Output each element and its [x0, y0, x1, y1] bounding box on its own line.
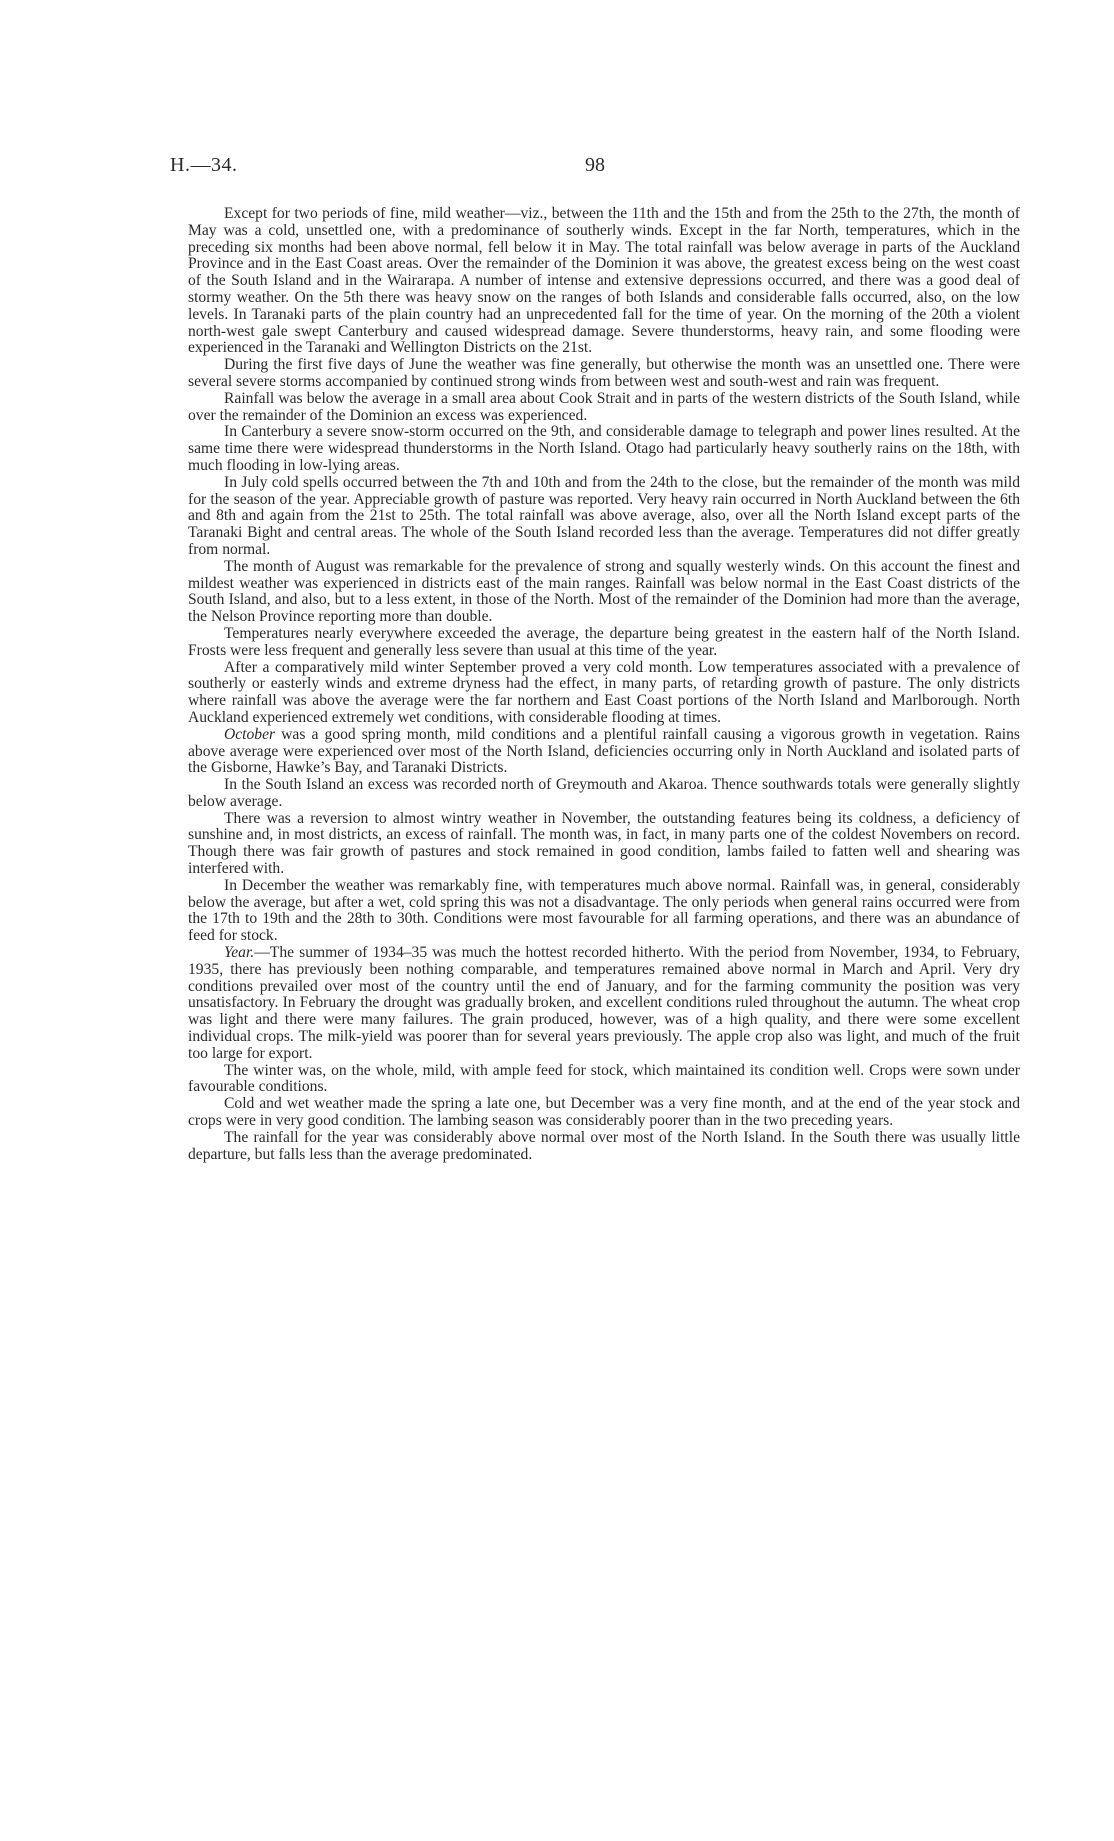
- page-header: [170, 154, 1050, 184]
- paragraph: Cold and wet weather made the spring a late one, but December was a very fine month, and at the end of the year stock and crops were in very good condition. The lambing season was considerably poorer than in the two preceding years.: [188, 1095, 1020, 1130]
- paragraph: In July cold spells occurred between the 7th and 10th and from the 24th to the close, but the remainder of the month was mild for the season of the year. Appreciable growth of pasture was reported. Very heavy rain occurred in North Auckland between the 6th and 8th and again from the 21st to 25th. The total rainfall was above average, also, over all the North Island except parts of the Taranaki Bight and central areas. The whole of the South Island recorded less than the average. Temperatures did not differ greatly from normal.: [188, 473, 1020, 558]
- paragraph: Year.—The summer of 1934–35 was much the hottest recorded hitherto. With the period from November, 1934, to February, 1935, there has previously been nothing comparable, and temperatures remained above normal in March and April. Very dry conditions prevailed over most of the country until the end of January, and for the farming community the position was very unsatisfactory. In February the drought was gradually broken, and excellent conditions ruled throughout the autumn. The wheat crop was light and there were many failures. The grain produced, however, was of a high quality, and there were some excellent individual crops. The milk-yield was poorer than for several years previously. The apple crop also was light, and much of the fruit too large for export.: [188, 944, 1020, 1062]
- paragraph: The rainfall for the year was considerably above normal over most of the North Island. In the South there was usually little departure, but falls less than the average predominated.: [188, 1128, 1020, 1163]
- paragraph: Except for two periods of fine, mild weather—viz., between the 11th and the 15th and from the 25th to the 27th, the month of May was a cold, unsettled one, with a predominance of southerly winds. Except in the far North, temperatures, which in the preceding six months had been above normal, fell below it in May. The total rainfall was below average in parts of the Auckland Province and in the East Coast areas. Over the remainder of the Dominion it was above, the greatest excess being on the west coast of the South Island and in the Wairarapa. A number of intense and extensive depressions occurred, and there was a good deal of stormy weather. On the 5th there was heavy snow on the ranges of both Islands and considerable falls occurred, also, on the low levels. In Taranaki parts of the plain country had an unprecedented fall for the time of year. On the morning of the 20th a violent north-west gale swept Canterbury and caused widespread damage. Severe thunderstorms, heavy rain, and some flooding were experienced in the Taranaki and Wellington Districts on the 21st.: [188, 205, 1020, 357]
- paragraph: In Canterbury a severe snow-storm occurred on the 9th, and considerable damage to telegraph and power lines resulted. At the same time there were widespread thunderstorms in the North Island. Otago had particularly heavy southerly rains on the 18th, with much flooding in low-lying areas.: [188, 423, 1020, 474]
- paragraph: In the South Island an excess was recorded north of Greymouth and Akaroa. Thence southwards totals were generally slightly below average.: [188, 776, 1020, 810]
- paragraph: Temperatures nearly everywhere exceeded the average, the departure being greatest in the eastern half of the North Island. Frosts were less frequent and generally less severe than usual at this time of the year.: [188, 624, 1020, 659]
- body-text: [188, 206, 1020, 1163]
- paragraph: There was a reversion to almost wintry weather in November, the outstanding features being its coldness, a deficiency of sunshine and, in most districts, an excess of rainfall. The month was, in fact, in many parts one of the coldest Novembers on record. Though there was fair growth of pastures and stock remained in good condition, lambs failed to fatten well and shearing was interfered with.: [188, 809, 1020, 878]
- page-number: 98: [585, 154, 605, 176]
- document-reference: H.—34.: [170, 154, 238, 176]
- paragraph: During the first five days of June the weather was fine generally, but otherwise the month was an unsettled one. There were several severe storms accompanied by continued strong winds from between west and south-west and rain was frequent.: [188, 356, 1020, 390]
- paragraph: In December the weather was remarkably fine, with temperatures much above normal. Rainfall was, in general, considerably below the average, but after a wet, cold spring this was not a disadvantage. The only periods when general rains occurred were from the 17th to 19th and the 28th to 30th. Conditions were most favourable for all farming operations, and there was an abundance of feed for stock.: [188, 876, 1020, 945]
- paragraph: October was a good spring month, mild conditions and a plentiful rainfall causing a vigorous growth in vegetation. Rains above average were experienced over most of the North Island, deficiencies occurring only in North Auckland and isolated parts of the Gisborne, Hawke’s Bay, and Taranaki Districts.: [188, 725, 1020, 777]
- paragraph: After a comparatively mild winter September proved a very cold month. Low temperatures associated with a prevalence of southerly or easterly winds and extreme dryness had the effect, in many parts, of retarding growth of pasture. The only districts where rainfall was above the average were the far northern and East Coast portions of the North Island and Marlborough. North Auckland experienced extremely wet conditions, with considerable flooding at times.: [188, 658, 1020, 726]
- paragraph: The winter was, on the whole, mild, with ample feed for stock, which maintained its condition well. Crops were sown under favourable conditions.: [188, 1061, 1020, 1096]
- paragraph: Rainfall was below the average in a small area about Cook Strait and in parts of the western districts of the South Island, while over the remainder of the Dominion an excess was experienced.: [188, 389, 1020, 424]
- paragraph: The month of August was remarkable for the prevalence of strong and squally westerly winds. On this account the finest and mildest weather was experienced in districts east of the main ranges. Rainfall was below normal in the East Coast districts of the South Island, and also, but to a less extent, in those of the North. Most of the remainder of the Dominion had more than the average, the Nelson Province reporting more than double.: [188, 557, 1020, 626]
